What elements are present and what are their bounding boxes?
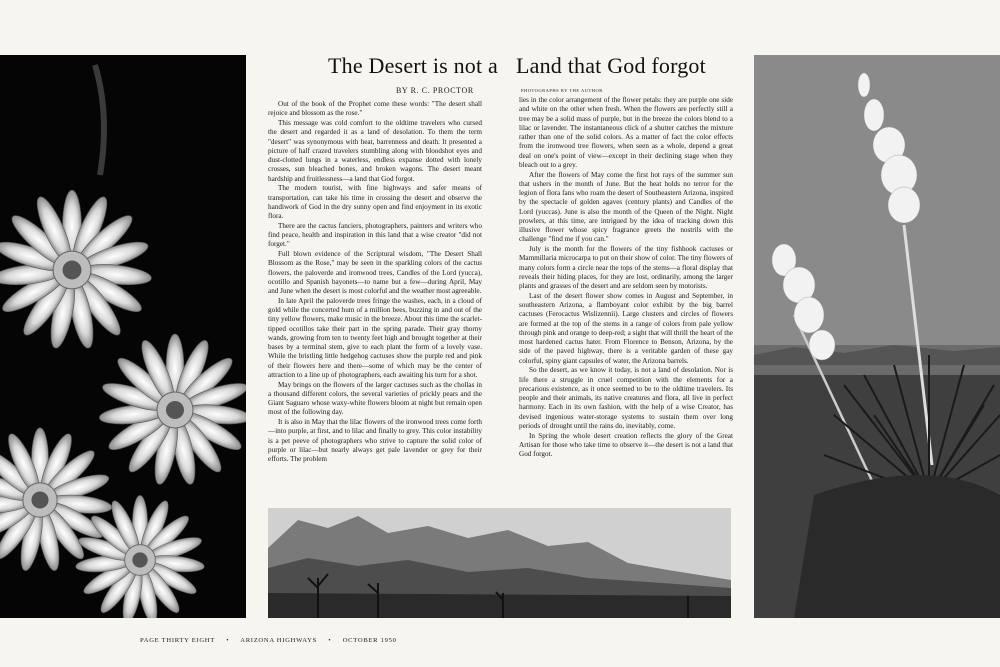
article-title-part-1: The Desert is not a bbox=[328, 53, 498, 78]
paragraph: Out of the book of the Prophet come these words: "The desert shall rejoice and blossom as the rose." bbox=[268, 100, 482, 118]
byline: BY R. C. PROCTOR bbox=[396, 86, 474, 95]
paragraph: After the flowers of May come the first hot rays of the summer sun that ushers in the month of June. But the heat holds no terror for the legion of flora fans who roam the desert of Southeastern Arizona, inspired by the spectacle of golden agaves (century plants) and Candles of the Lord (yuccas). June is also the month of the Queen of the Night. Night prowlers, at this time, are intrigued by the idea of tracking down this illusive flower whose spicy fragrance greets the nostrils with the challenge "find me if you can." bbox=[519, 170, 733, 244]
photo-credit: PHOTOGRAPHS BY THE AUTHOR bbox=[521, 88, 603, 93]
paragraph: Last of the desert flower show comes in August and September, in southeastern Arizona, a flamboyant color exhibit by the big barrel cactuses (Ferocactus Wislizennii). Large clusters and circles of flowers are formed at the top of the stems in a range of colors from pale yellow through pink and orange to deep-red; a sight that will thrill the heart of the most hardened cactus hater. From Florence to Benson, Arizona, by the side of the paved highway, there is a veritable garden of these gay colorful, spiny giant capsules of water, the Arizona barrels. bbox=[519, 291, 733, 365]
paragraph: In Spring the whole desert creation reflects the glory of the Great Artisan for those who take time to observe it—the desert is not a land that God forgot. bbox=[519, 431, 733, 458]
paragraph: lies in the color arrangement of the flower petals: they are purple one side and white on the other when fresh. When the flowers are perfectly still a tree may be a solid mass of purple, but in the breeze the colors blend to a lilac or lavender. The instantaneous click of a shutter catches the mixture rather than one of the solid colors. As a matter of fact the color effects from the ironwood tree flowers, when seen as a whole, depend a great deal on one's point of view—except in their declining stage when they bleach out to a grey. bbox=[519, 96, 733, 169]
page-number: PAGE THIRTY EIGHT bbox=[140, 637, 215, 644]
article-column-left bbox=[268, 100, 482, 498]
yucca-illustration bbox=[754, 55, 1000, 618]
issue-date: OCTOBER 1950 bbox=[342, 637, 397, 644]
page-footer bbox=[140, 637, 397, 644]
desert-mountains-photo bbox=[268, 508, 731, 618]
yucca-photo bbox=[754, 55, 1000, 618]
article-column-right bbox=[519, 96, 733, 498]
cactus-flowers-photo bbox=[0, 55, 246, 618]
desert-mountains-illustration bbox=[268, 508, 731, 618]
paragraph: This message was cold comfort to the oldtime travelers who cursed the desert and regarded it as a land of desolation. To them the term "desert" was synonymous with heat, barrenness and death. It presented a picture of half crazed travelers stumbling along with bloodshot eyes and dust-clotted lungs in a waterless, endless expanse dotted with lonely crosses, sun bleached bones, and broken wagons. The desert meant hardship and fruitlessness—a land that God forgot. bbox=[268, 119, 482, 183]
cactus-flowers-illustration bbox=[0, 55, 246, 618]
article-title-part-2: Land that God forgot bbox=[516, 53, 706, 78]
paragraph: It is also in May that the lilac flowers of the ironwood trees come forth—into purple, at first, and to lilac and finally to grey. This color instability is a pet peeve of photographers who strive to capture the solid color of purple or lilac—but nearly always get pale lavender or grey for their efforts. The problem bbox=[268, 418, 482, 463]
footer-separator: • bbox=[328, 637, 332, 644]
footer-separator: • bbox=[226, 637, 230, 644]
magazine-name: ARIZONA HIGHWAYS bbox=[240, 637, 317, 644]
paragraph: July is the month for the flowers of the tiny fishhook cactuses or Mammillaria microcarpa to put on their show of color. The tiny flowers of many colors form a circle near the tops of the stems—a floral display that reveals their hiding places, for they are lost, ordinarily, among the larger plants and grasses of the desert and are seldom seen by motorists. bbox=[519, 245, 733, 290]
paragraph: The modern tourist, with fine highways and safer means of transportation, can take his time in crossing the desert and observe the handiwork of God in the dry sunny open and find enjoyment in its exotic flora. bbox=[268, 184, 482, 220]
paragraph: Full blown evidence of the Scriptural wisdom, "The Desert Shall Blossom as the Rose," may be seen in the sparkling colors of the cactus flowers, the paloverde and ironwood trees, Candles of the Lord (yucca), ocotillo and Spanish bayonets—to name but a few—during April, May and June when the desert is most colorful and the weather most agreeable. bbox=[268, 250, 482, 295]
paragraph: So the desert, as we know it today, is not a land of desolation. Nor is life there a struggle in cruel competition with the elements for a precarious existence, as it once seemed to be to the oldtime travelers. Its people and their animals, its native creatures and flora, all live in perfect harmony. Each in its own fashion, with the help of a wise Creator, has devised ingenious water-storage systems to sustain them over long periods of drought until the rains do, inevitably, come. bbox=[519, 366, 733, 430]
paragraph: There are the cactus fanciers, photographers, painters and writers who find peace, health and inspiration in this land that a wise creator "did not forget." bbox=[268, 221, 482, 249]
paragraph: In late April the paloverde trees fringe the washes, each, in a cloud of gold while the concerted hum of a million bees, buzzing in and out of the tiny yellow flowers, make music in the breeze. About this time the scarlet-tipped ocotillos take their part in the spring parade. Their gray thorny wands, growing from ten to twenty feet high and brought together at their bases by a terminal stem, give to each plant the form of a lovely vase. While the bristling little hedgehog cactuses show the purple red and pink of their flowers here and there—some of which may be the center of attraction to a line up of photographers, each awaiting his turn for a shot. bbox=[268, 296, 482, 379]
paragraph: May brings on the flowers of the larger cactuses such as the chollas in a thousand different colors, the several varieties of prickly pears and the Giant Saguaro whose waxy-white flowers bloom at night but remain open most of the following day. bbox=[268, 380, 482, 417]
